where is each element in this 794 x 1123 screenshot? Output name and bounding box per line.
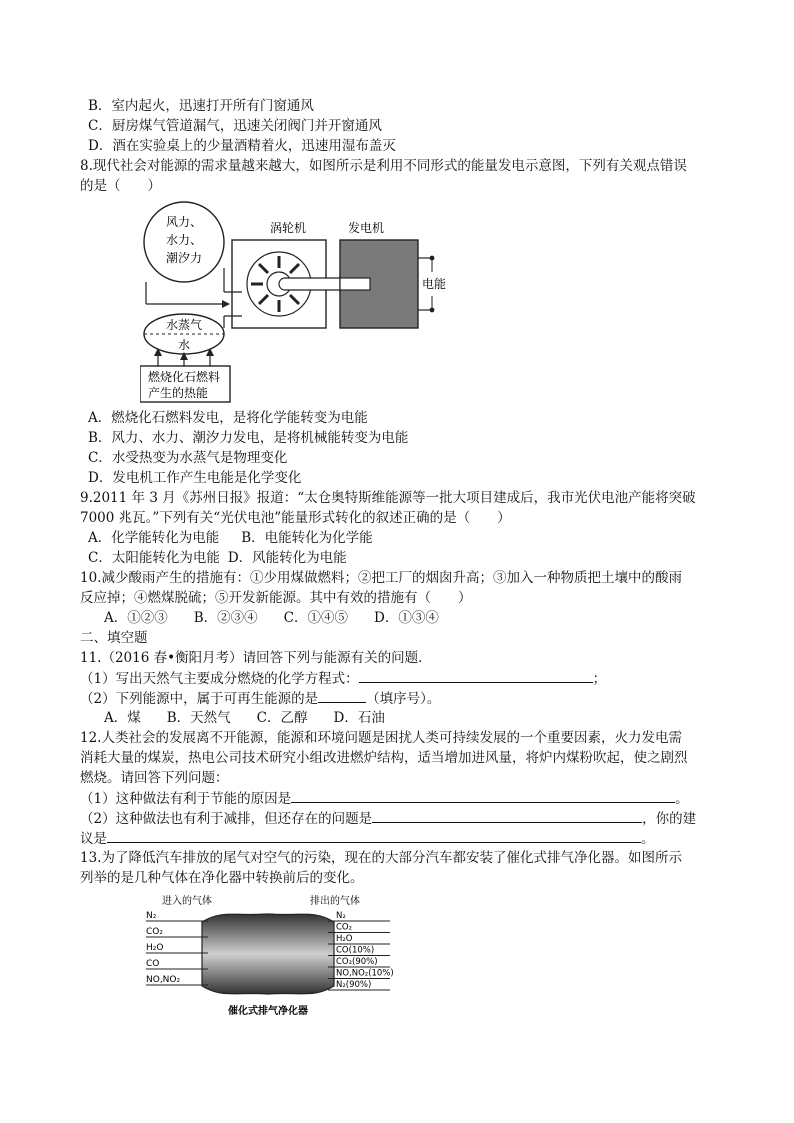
- catalytic-converter-diagram: [80, 890, 720, 1022]
- q12-part1: [80, 788, 720, 808]
- power-generation-diagram: [80, 198, 720, 404]
- q10-options: [80, 608, 720, 628]
- generator-label: 发电机: [348, 221, 385, 235]
- q9-option-c: C．太阳能转化为电能: [88, 550, 220, 566]
- q8-option-b: B．风力、水力、潮汐力发电，是将机械能转变为电能: [88, 430, 409, 446]
- q12-stem-line3: 燃烧。请回答下列问题：: [80, 770, 229, 786]
- q12-part2-suggestion: [80, 828, 720, 848]
- q11-part2-blank[interactable]: [318, 688, 366, 703]
- q10-stem-line2: 反应掉；④燃煤脱硫；⑤开发新能源。其中有效的措施有（ ）: [80, 590, 472, 606]
- q8-option-d: D．发电机工作产生电能是化学变化: [88, 470, 302, 486]
- q10-option-b: B．②③④: [193, 610, 258, 626]
- output-gas-label: CO₂: [336, 922, 353, 933]
- output-gas-label: H₂O: [336, 934, 353, 944]
- q9-option-b: B．电能转化为化学能: [241, 530, 373, 546]
- q12-part1-text: （1）这种做法有利于节能的原因是: [80, 791, 292, 807]
- worksheet-page: [80, 96, 720, 1024]
- q10-option-d: D．①③④: [374, 610, 439, 626]
- q12-part1-end: 。: [675, 791, 689, 807]
- q11-stem: 11.（2016 春•衡阳月考）请回答下列与能源有关的问题．: [80, 650, 432, 666]
- vapor-label: 水蒸气: [165, 318, 203, 332]
- q12-part1-blank[interactable]: [291, 788, 675, 803]
- q11-part1-blank[interactable]: [359, 668, 593, 683]
- q12-stem-line1: 12.人类社会的发展离不开能源，能源和环境问题是困扰人类可持续发展的一个重要因素，火力发电需: [80, 730, 682, 746]
- source-label-3: 潮汐力: [165, 251, 203, 265]
- q12-suggestion-end: 。: [641, 831, 655, 847]
- q8-stem-line2: 的是（ ）: [80, 178, 161, 194]
- q9-options-row1: [80, 528, 720, 548]
- q7-option-d: D．酒在实验桌上的少量酒精着火，迅速用湿布盖灭: [88, 138, 396, 154]
- output-electricity-label: 电能: [422, 277, 447, 291]
- input-gas-label: CO: [146, 959, 160, 969]
- q9-stem-line1: 9.2011 年 3 月《苏州日报》报道：“太仓奥特斯维能源等一批大项目建成后，我市光伏电池产能将突破: [80, 490, 696, 506]
- q10-option-c: C．①④⑤: [283, 610, 349, 626]
- q11-part2-end: （填序号）。: [366, 691, 441, 707]
- q7-option-c: C．厨房煤气管道漏气，迅速关闭阀门并开窗通风: [88, 118, 382, 134]
- q11-option-d: D．石油: [333, 710, 385, 726]
- output-gas-label: N₂: [336, 911, 346, 921]
- output-gases-title: 排出的气体: [310, 896, 360, 907]
- q11-part1-text: （1）写出天然气主要成分燃烧的化学方程式：: [80, 671, 359, 687]
- q11-option-c: C．乙醇: [256, 710, 308, 726]
- input-gas-label: NO,NO₂: [146, 975, 181, 985]
- water-label: 水: [177, 338, 191, 352]
- q8-option-a: A．燃烧化石燃料发电，是将化学能转变为电能: [88, 410, 368, 426]
- q12-stem-line2: 消耗大量的煤炭，热电公司技术研究小组改进燃炉结构，适当增加进风量，将炉内煤粉吹起，使之剧烈: [80, 750, 688, 766]
- q12-part2-end: ，你的建: [642, 811, 697, 827]
- q13-stem-line1: 13.为了降低汽车排放的尾气对空气的污染，现在的大部分汽车都安装了催化式排气净化器。如图所示: [80, 850, 682, 866]
- q8-option-c: C．水受热变为水蒸气是物理变化: [88, 450, 288, 466]
- q11-option-a: A．煤: [104, 710, 141, 726]
- q11-part1: [80, 668, 720, 688]
- input-gas-label: N₂: [146, 911, 157, 921]
- q8-stem-line1: 8.现代社会对能源的需求量越来越大，如图所示是利用不同形式的能量发电示意图，下列有关观点错误: [80, 158, 687, 174]
- fuel-label-2: 产生的热能: [148, 386, 209, 400]
- output-gas-label: NO,NO₂(10%): [336, 968, 394, 979]
- q11-options: [80, 708, 720, 728]
- output-gas-label: CO₂(90%): [336, 957, 378, 967]
- output-gas-label: N₂(90%): [336, 980, 372, 990]
- q9-option-d: D．风能转化为电能: [227, 550, 347, 566]
- q9-option-a: A．化学能转化为电能: [88, 530, 220, 546]
- input-gas-label: CO₂: [146, 927, 163, 937]
- q12-suggestion-text: 议是: [80, 831, 107, 847]
- source-label-1: 风力、: [165, 215, 203, 229]
- output-gas-label: CO(10%): [336, 945, 375, 956]
- source-label-2: 水力、: [165, 233, 203, 247]
- input-gas-label: H₂O: [146, 943, 164, 953]
- q11-option-b: B．天然气: [166, 710, 231, 726]
- converter-caption: 催化式排气净化器: [228, 1006, 308, 1017]
- converter-body: [202, 914, 334, 994]
- q12-part2-text: （2）这种做法也有利于减排，但还存在的问题是: [80, 811, 373, 827]
- q10-option-a: A．①②③: [104, 610, 168, 626]
- fuel-label-1: 燃烧化石燃料: [148, 370, 221, 384]
- q12-suggestion-blank[interactable]: [107, 828, 641, 843]
- q12-part2: [80, 808, 720, 828]
- section-heading-fill-in: 二、填空题: [80, 630, 148, 646]
- q11-part2-text: （2）下列能源中，属于可再生能源的是: [80, 691, 319, 707]
- q11-part1-end: ；: [592, 671, 607, 687]
- q10-stem-line1: 10.减少酸雨产生的措施有：①少用煤做燃料；②把工厂的烟囱升高；③加入一种物质把土壤中的酸雨: [80, 570, 682, 586]
- q11-part2: [80, 688, 720, 708]
- q9-stem-line2: 7000 兆瓦。”下列有关“光伏电池”能量形式转化的叙述正确的是（ ）: [80, 510, 511, 526]
- q13-stem-line2: 列举的是几种气体在净化器中转换前后的变化。: [80, 870, 364, 886]
- q12-part2-blank[interactable]: [372, 808, 642, 823]
- q9-options-row2: [80, 548, 720, 568]
- turbine-label: 涡轮机: [270, 221, 307, 235]
- input-gases-title: 进入的气体: [162, 896, 212, 907]
- q7-option-b: B．室内起火，迅速打开所有门窗通风: [88, 98, 314, 114]
